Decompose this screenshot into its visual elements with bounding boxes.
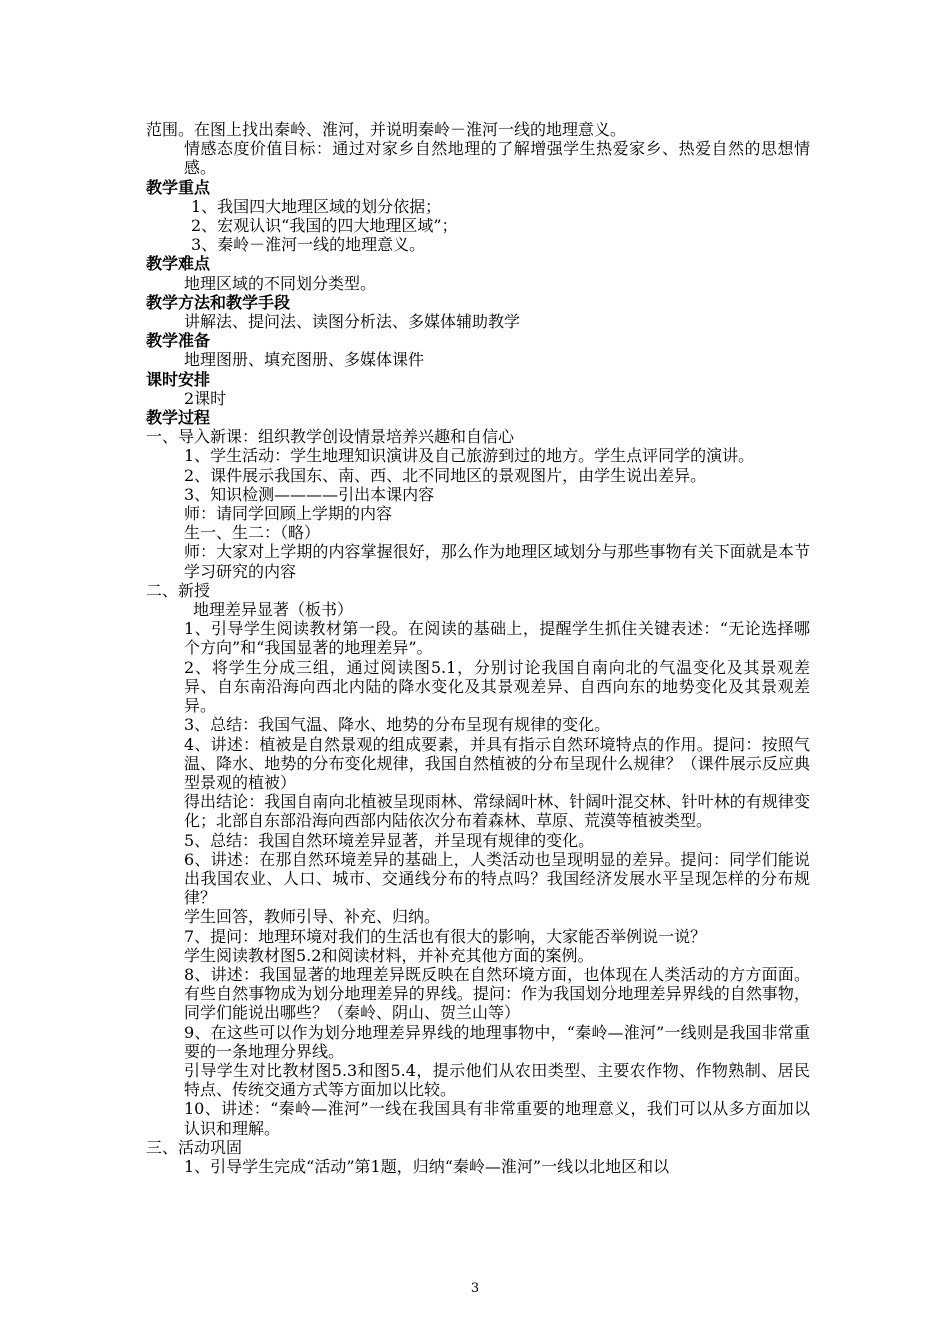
paragraph-line: 10、讲述：“秦岭—淮河”一线在我国具有非常重要的地理意义，我们可以从多方面加以认识和理解。 <box>184 1099 810 1138</box>
section-heading: 教学过程 <box>146 408 211 428</box>
section-heading: 课时安排 <box>146 369 211 389</box>
page-number: 3 <box>470 1281 480 1296</box>
paragraph-line: 3、秦岭－淮河一线的地理意义。 <box>191 235 426 255</box>
paragraph-line: 二、新授 <box>146 580 211 600</box>
paragraph-line: 1、引导学生完成“活动”第1题，归纳“秦岭—淮河”一线以北地区和以 <box>184 1156 670 1176</box>
document-body <box>146 120 810 1176</box>
paragraph-line: 5、总结：我国自然环境差异显著，并呈现有规律的变化。 <box>184 830 595 850</box>
paragraph-line: 范围。在图上找出秦岭、淮河，并说明秦岭－淮河一线的地理意义。 <box>146 120 627 139</box>
paragraph-line: 1、引导学生阅读教材第一段。在阅读的基础上，提醒学生抓住关键表述：“无论选择哪个方向”和“我国显著的地理差异”。 <box>184 619 810 658</box>
paragraph-line: 地理图册、填充图册、多媒体课件 <box>184 350 425 370</box>
paragraph-line: 师：大家对上学期的内容掌握很好，那么作为地理区域划分与那些事物有关下面就是本节学习研究的内容 <box>184 542 810 581</box>
paragraph-line: 8、讲述：我国显著的地理差异既反映在自然环境方面，也体现在人类活动的方方面面。有些自然事物成为划分地理差异的界线。提问：作为我国划分地理差异界线的自然事物，同学们能说出哪些？（秦岭、阴山、贺兰山等） <box>184 964 810 1023</box>
paragraph-line: 3、知识检测————引出本课内容 <box>184 484 435 504</box>
section-heading: 教学准备 <box>146 331 211 351</box>
paragraph-line: 讲解法、提问法、读图分析法、多媒体辅助教学 <box>184 312 521 332</box>
paragraph-line: 地理差异显著（板书） <box>193 600 354 620</box>
paragraph-line: 引导学生对比教材图5.3和图5.4，提示他们从农田类型、主要农作物、作物熟制、居民特点、传统交通方式等方面加以比较。 <box>184 1060 810 1100</box>
paragraph-line: 三、活动巩固 <box>146 1137 243 1157</box>
paragraph-line: 学生阅读教材图5.2和阅读材料，并补充其他方面的案例。 <box>184 945 594 965</box>
paragraph-line: 一、导入新课：组织教学创设情景培养兴趣和自信心 <box>146 427 515 447</box>
paragraph-line: 2、将学生分成三组，通过阅读图5.1，分别讨论我国自南向北的气温变化及其景观差异、自东南沿海向西北内陆的降水变化及其景观差异、自西向东的地势变化及其景观差异。 <box>184 657 810 716</box>
paragraph-line: 2、宏观认识“我国的四大地理区域”； <box>191 216 458 236</box>
paragraph-line: 师：请同学回顾上学期的内容 <box>184 504 393 524</box>
paragraph-line: 地理区域的不同划分类型。 <box>184 273 377 293</box>
paragraph-line: 9、在这些可以作为划分地理差异界线的地理事物中，“秦岭—淮河”一线则是我国非常重要的一条地理分界线。 <box>184 1022 810 1061</box>
paragraph-line: 2、课件展示我国东、南、西、北不同地区的景观图片，由学生说出差异。 <box>184 465 707 485</box>
paragraph-line: 1、学生活动：学生地理知识演讲及自己旅游到过的地方。学生点评同学的演讲。 <box>184 446 755 466</box>
paragraph-line: 得出结论：我国自南向北植被呈现雨林、常绿阔叶林、针阔叶混交林、针叶林的有规律变化；北部自东部沿海向西部内陆依次分布着森林、草原、荒漠等植被类型。 <box>184 792 810 831</box>
paragraph-line: 7、提问：地理环境对我们的生活也有很大的影响，大家能否举例说一说？ <box>184 926 707 946</box>
section-heading: 教学重点 <box>146 177 211 197</box>
section-heading: 教学方法和教学手段 <box>146 292 291 312</box>
paragraph-line: 6、讲述：在那自然环境差异的基础上，人类活动也呈现明显的差异。提问：同学们能说出我国农业、人口、城市、交通线分布的特点吗？我国经济发展水平呈现怎样的分布规律？ <box>184 849 810 908</box>
section-heading: 教学难点 <box>146 254 211 274</box>
paragraph-line: 1、我国四大地理区域的划分依据； <box>191 196 442 216</box>
paragraph-line: 学生回答，教师引导、补充、归纳。 <box>184 907 441 927</box>
paragraph-line: 2课时 <box>184 388 227 408</box>
paragraph-line: 情感态度价值目标：通过对家乡自然地理的了解增强学生热爱家乡、热爱自然的思想情感。 <box>184 139 810 178</box>
paragraph-line: 生一、生二：（略） <box>184 523 321 543</box>
paragraph-line: 3、总结：我国气温、降水、地势的分布呈现有规律的变化。 <box>184 715 611 735</box>
paragraph-line: 4、讲述：植被是自然景观的组成要素，并具有指示自然环境特点的作用。提问：按照气温、降水、地势的分布变化规律，我国自然植被的分布呈现什么规律？（课件展示反应典型景观的植被） <box>184 734 810 792</box>
